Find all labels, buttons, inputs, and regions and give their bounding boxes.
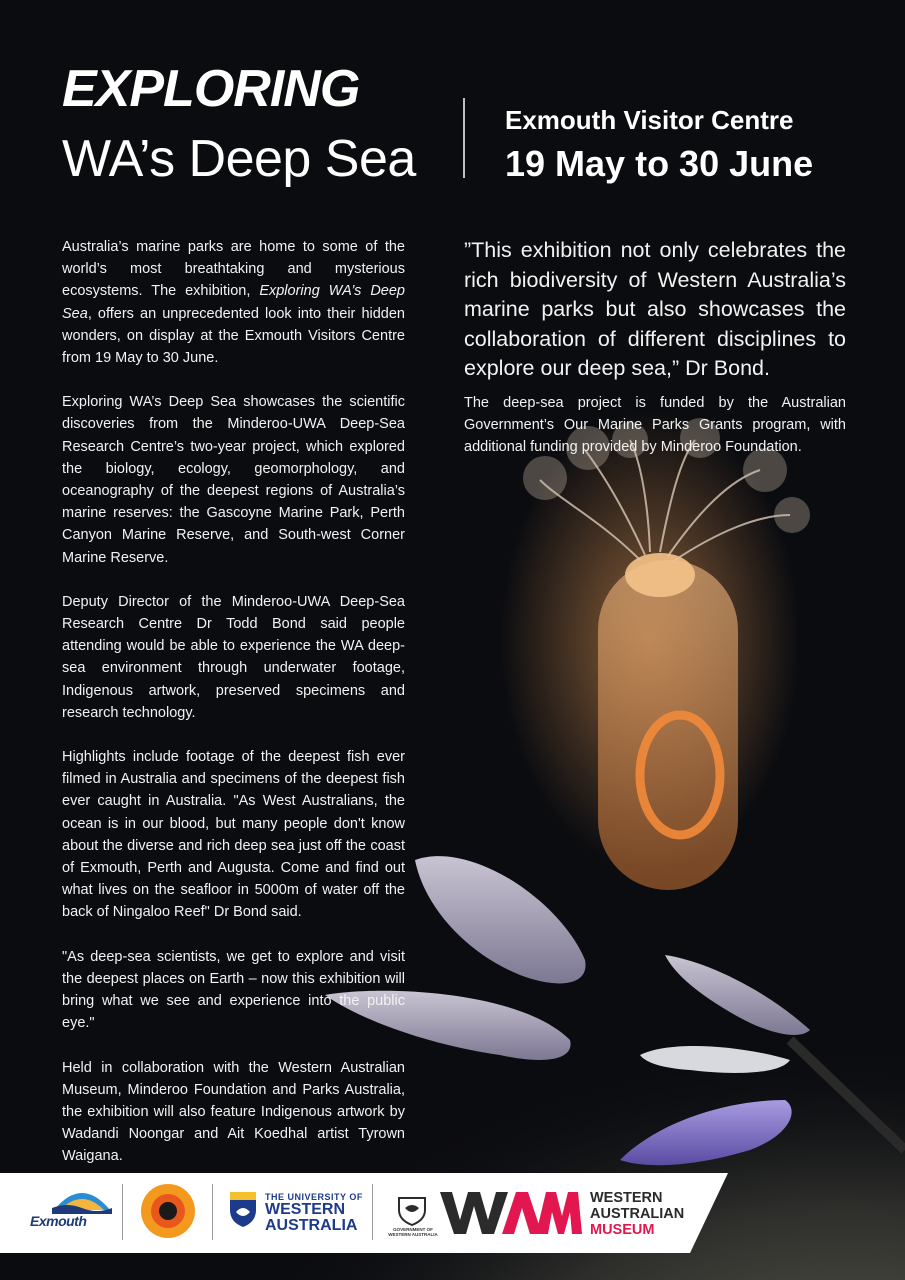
paragraph-4: Highlights include footage of the deepest fish ever filmed in Australia and specimens of the deepest fish ever caught in Australia. "As West Australians, the ocean is in our blood, but many people don't know about the diverse and rich deep sea just off the coast of Exmouth, Perth and Augusta. Come and find out what lives on the seafloor in 5000m of water off the back of Ningaloo Reef" Dr Bond said. bbox=[62, 749, 405, 921]
uwa-crest-icon bbox=[228, 1190, 258, 1228]
paragraph-2: Exploring WA’s Deep Sea showcases the scientific discoveries from the Minderoo-UWA Deep-Sea Research Centre’s two-year project, which explored the biology, ecology, geomorphology, and oceanography of the deepest regions of Australia’s marine reserves: the Gascoyne Marine Park, Perth Canyon Marine Reserve, and South-west Corner Marine Reserve. bbox=[62, 394, 405, 566]
paragraph-5: "As deep-sea scientists, we get to explore and visit the deepest places on Earth – now this exhibition will bring what we see and experience into the public eye." bbox=[62, 948, 405, 1032]
pull-quote: ”This exhibition not only celebrates the rich biodiversity of Western Australia’s marine parks but also showcases the collaboration of different disciplines to explore our deep sea,” Dr Bond. bbox=[464, 238, 846, 380]
funding-note: The deep-sea project is funded by the Australian Government’s Our Marine Parks Grants program, with additional funding provided by Minderoo Foundation. bbox=[464, 395, 846, 456]
wa-government-crest-icon bbox=[395, 1192, 429, 1226]
title-line-2: WA’s Deep Sea bbox=[62, 130, 416, 188]
venue: Exmouth Visitor Centre bbox=[505, 105, 794, 135]
body-text bbox=[62, 236, 405, 1168]
logo-divider bbox=[122, 1184, 123, 1240]
sea-cucumber bbox=[598, 560, 738, 890]
exmouth-logo-icon bbox=[52, 1182, 112, 1214]
wa-government-label: GOVERNMENT OF WESTERN AUSTRALIA bbox=[388, 1227, 438, 1237]
wam-wordmark: WESTERN AUSTRALIAN MUSEUM bbox=[590, 1190, 685, 1238]
paragraph-3: Deputy Director of the Minderoo-UWA Deep-Sea Research Centre Dr Todd Bond said people attending would be able to experience the WA deep-sea environment through underwater footage, Indigenous artwork, preserved specimens and research technology. bbox=[62, 593, 405, 721]
logo-divider bbox=[212, 1184, 213, 1240]
minderoo-logo bbox=[140, 1183, 196, 1239]
paragraph-6: Held in collaboration with the Western Australian Museum, Minderoo Foundation and Parks Australia, the exhibition will also feature Indigenous artwork by Wadandi Noongar and Ait Koedhal artist Tyrown Waigana. bbox=[62, 1059, 405, 1165]
uwa-wordmark: THE UNIVERSITY OF WESTERN AUSTRALIA bbox=[265, 1192, 363, 1234]
title-line-1: EXPLORING bbox=[62, 60, 360, 118]
logo-divider bbox=[372, 1184, 373, 1240]
wam-logo-mark bbox=[440, 1190, 582, 1236]
exhibition-dates: 19 May to 30 June bbox=[505, 143, 814, 184]
exmouth-logo: Exmouth bbox=[30, 1213, 87, 1229]
paragraph-1: Australia’s marine parks are home to some of the world’s most breathtaking and mysterious ecosystems. The exhibition, Exploring WA’s Deep Sea, offers an unprecedented look into their hidden wonders, on display at the Exmouth Visitors Centre from 19 May to 30 June. bbox=[62, 239, 405, 367]
header-divider bbox=[463, 98, 465, 178]
